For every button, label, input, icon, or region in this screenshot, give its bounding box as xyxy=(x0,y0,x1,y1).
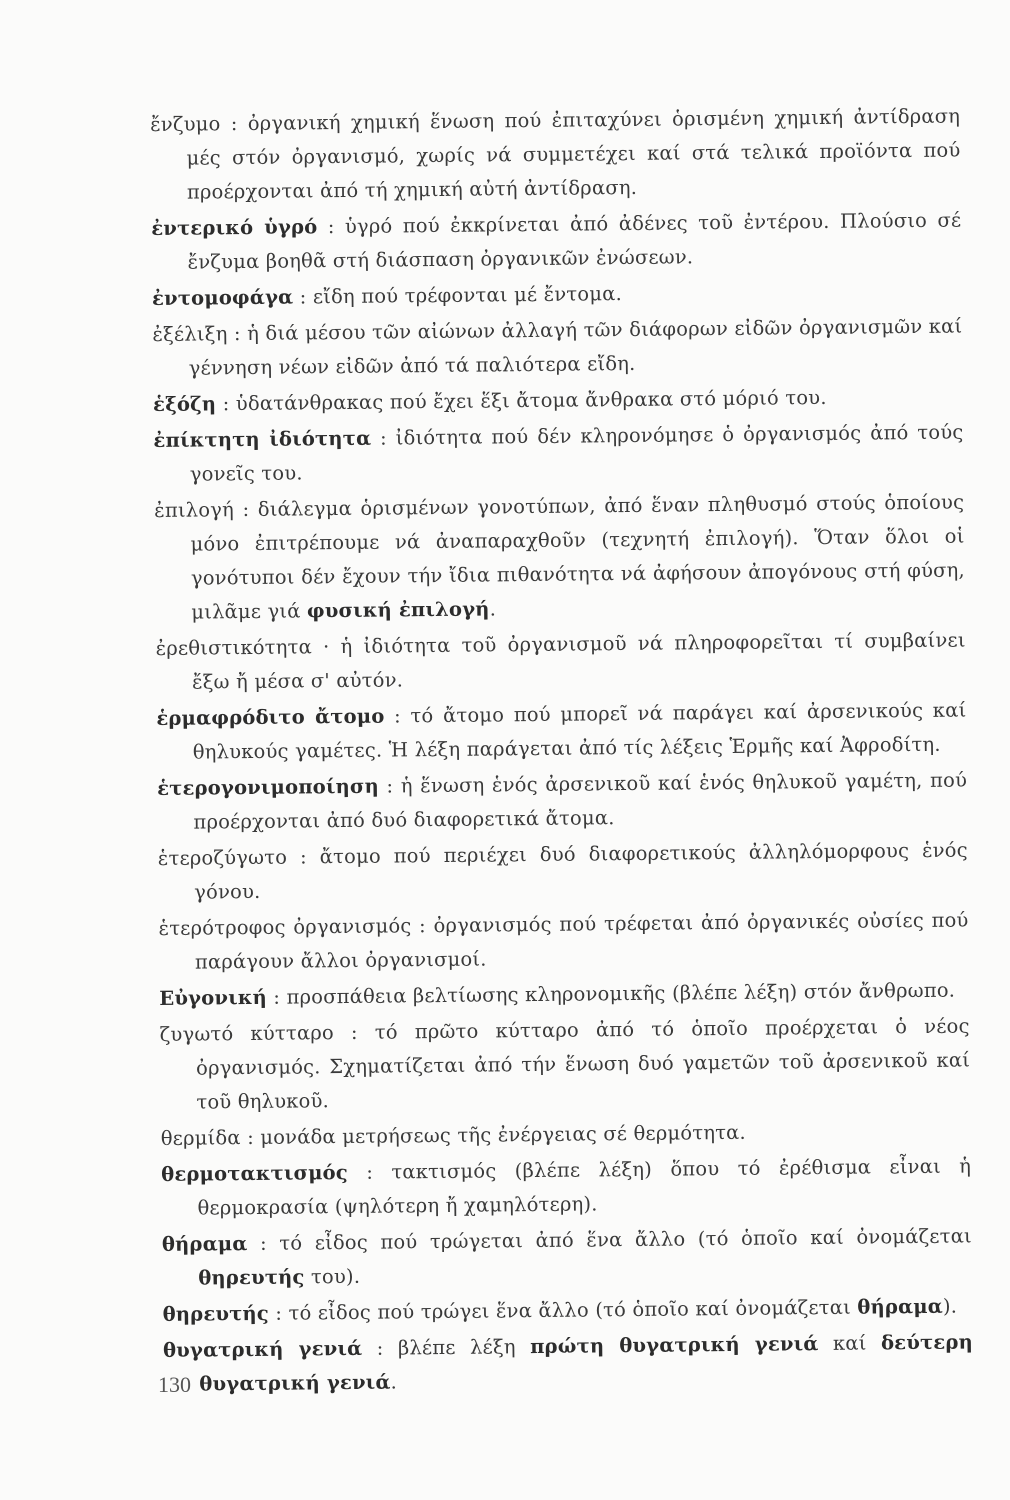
definition-text: . xyxy=(390,1370,398,1394)
glossary-entry xyxy=(158,903,969,979)
glossary-entry xyxy=(152,274,962,316)
glossary-term: θηρευτής xyxy=(162,1301,270,1326)
term-separator: · xyxy=(311,635,341,659)
glossary-entry xyxy=(157,763,968,839)
glossary-term: ἑξόζη xyxy=(152,392,217,416)
glossary-entry xyxy=(161,1113,971,1155)
glossary-entry xyxy=(152,310,963,386)
glossary-term: ἐντερικό ὑγρό xyxy=(151,215,318,240)
definition-text: βλέπε λέξη xyxy=(397,1335,531,1360)
glossary-entry xyxy=(154,485,965,629)
term-separator: : xyxy=(266,985,287,1009)
glossary-term: ἑρμαφρόδιτο ἄτομο xyxy=(156,704,385,730)
emphasized-term: φυσική ἐπιλογή xyxy=(306,597,490,623)
definition-text: ὀργανική χημική ἕνωση πού ἐπιταχύνει ὁρισμένη χημική ἀντίδραση μές στόν ὀργανισμό, χωρίς νά συμμετέχει καί στά τελικά προϊόντα πού προέρχονται ἀπό τή χημική αὐτή ἀντίδραση. xyxy=(186,104,961,204)
glossary-entry xyxy=(159,973,969,1015)
glossary-term: ἑτερογονιμοποίηση xyxy=(157,774,380,800)
glossary-term: ἐπίκτητη ἰδιότητα xyxy=(153,426,372,452)
definition-text: ὑγρό πού ἐκκρίνεται ἀπό ἀδένες τοῦ ἐντέρου. Πλούσιο σέ ἔνζυμα βοηθᾶ στή διάσπαση ὀργανικῶν ἐνώσεων. xyxy=(187,208,962,274)
glossary-entry xyxy=(151,204,962,280)
definition-text: ). xyxy=(942,1294,958,1318)
glossary-term: θερμίδα xyxy=(160,1126,241,1150)
term-separator: : xyxy=(347,1160,392,1184)
term-separator: : xyxy=(317,214,346,239)
definition-text: του). xyxy=(304,1264,361,1289)
term-separator: : xyxy=(362,1336,399,1360)
definition-text: ἡ ἕνωση ἑνός ἀρσενικοῦ καί ἑνός θηλυκοῦ γαμέτη, πού προέρχονται ἀπό δυό διαφορετικά ἄτομα. xyxy=(193,768,968,834)
glossary-term: θερμοτακτισμός xyxy=(161,1160,349,1186)
term-separator: : xyxy=(240,1125,261,1150)
glossary-term: θυγατρική γενιά xyxy=(162,1336,363,1362)
term-separator: : xyxy=(411,914,434,938)
term-separator: : xyxy=(371,426,396,450)
definition-text: μονάδα μετρήσεως τῆς ἐνέργειας σέ θερμότητα. xyxy=(260,1120,747,1149)
term-separator: : xyxy=(286,845,320,869)
term-separator: : xyxy=(247,1231,280,1256)
glossary-entry xyxy=(150,100,961,210)
glossary-term: θήραμα xyxy=(161,1232,248,1256)
definition-text: ἰδιότητα πού δέν κληρονόμησε ὁ ὀργανισμός ἀπό τούς γονεῖς του. xyxy=(189,420,964,486)
glossary-term: ἐντομοφάγα xyxy=(151,285,294,310)
term-separator: : xyxy=(333,1020,375,1045)
definition-text: . xyxy=(489,597,497,621)
glossary-term: ἐπιλογή xyxy=(154,498,235,522)
definition-text: ἡ διά μέσου τῶν αἰώνων ἀλλαγή τῶν διάφορων εἰδῶν ὀργανισμῶν καί γέννηση νέων εἰδῶν ἀπό τά παλιότερα εἴδη. xyxy=(188,314,963,380)
emphasized-term: θήραμα xyxy=(857,1294,944,1319)
definition-text: τό εἶδος πού τρώγεται ἀπό ἕνα ἄλλο (τό ὁποῖο καί ὀνομάζεται xyxy=(279,1224,972,1255)
definition-text: προσπάθεια βελτίωσης κληρονομικῆς (βλέπε λέξη) στόν ἄνθρωπο. xyxy=(286,978,956,1009)
definition-text: τό εἶδος πού τρώγει ἕνα ἄλλο (τό ὁποῖο καί ὀνομάζεται xyxy=(288,1295,858,1325)
definition-text: τό ἄτομο πού μπορεῖ νά παράγει καί ἀρσενικούς καί θηλυκούς γαμέτες. Ἡ λέξη παράγεται ἀπό τίς λέξεις Ἑρμῆς καί Ἀφροδίτη. xyxy=(192,698,967,764)
definition-text: τακτισμός (βλέπε λέξη) ὅπου τό ἐρέθισμα εἶναι ἡ θερμοκρασία (ψηλότερη ἤ χαμηλότερη). xyxy=(197,1154,972,1220)
term-separator: : xyxy=(220,111,248,136)
emphasized-term: πρώτη θυγατρική γενιά xyxy=(530,1332,819,1359)
glossary-entry xyxy=(153,380,963,422)
emphasized-term: δεύτερη θυγατρική γενιά xyxy=(199,1330,974,1396)
definition-text: ὑδατάνθρακας πού ἔχει ἕξι ἄτομα ἄνθρακα στό μόριό του. xyxy=(235,385,827,416)
glossary-term: ἐρεθιστικότητα xyxy=(155,635,313,660)
page-number: 130 xyxy=(158,1372,191,1397)
definition-text: διάλεγμα ὁρισμένων γονοτύπων, ἀπό ἕναν πληθυσμό στούς ὁποίους μόνο ἐπιτρέπουμε νά ἀναπαραχθοῦν (τεχνητή ἐπιλογή). Ὅταν ὅλοι οἱ γονότυποι δέν ἔχουν τήν ἴδια πιθανότητα νά ἀφήσουν ἀπογόνους στή φύση, μιλᾶμε γιά xyxy=(190,490,966,624)
definition-text: εἴδη πού τρέφονται μέ ἔντομα. xyxy=(312,282,623,309)
glossary-entry xyxy=(161,1149,972,1225)
glossary-entry xyxy=(160,1009,971,1119)
glossary-term: ἔνζυμο xyxy=(150,112,221,136)
glossary-term: ζυγωτό κύτταρο xyxy=(159,1021,334,1046)
term-separator: : xyxy=(378,774,401,798)
glossary-entry xyxy=(163,1325,974,1401)
definition-text: ἄτομο πού περιέχει δυό διαφορετικούς ἀλληλόμορφους ἑνός γόνου. xyxy=(194,838,968,904)
term-separator: : xyxy=(233,497,258,522)
definition-text: τό πρῶτο κύτταρο ἀπό τό ὁποῖο προέρχεται ὁ νέος ὀργανισμός. Σχηματίζεται ἀπό τήν ἕνωση δυό γαμετῶν τοῦ ἀρσενικοῦ καί τοῦ θηλυκοῦ. xyxy=(195,1014,971,1114)
term-separator: : xyxy=(227,321,248,346)
glossary-entry xyxy=(156,693,967,769)
term-separator: : xyxy=(216,392,236,416)
glossary-entry xyxy=(158,833,969,909)
glossary-term: Εὐγονική xyxy=(159,985,268,1010)
glossary-term: ἑτερότροφος ὀργανισμός xyxy=(158,914,412,940)
definition-text: ἡ ἰδιότητα τοῦ ὀργανισμοῦ νά πληροφορεῖται τί συμβαίνει ἔξω ἤ μέσα σ' αὐτόν. xyxy=(191,628,966,694)
definition-text: καί xyxy=(818,1331,882,1356)
glossary-entry xyxy=(153,416,964,492)
glossary-entry xyxy=(162,1219,973,1295)
definition-text: ὀργανισμός πού τρέφεται ἀπό ὀργανικές οὐσίες πού παράγουν ἄλλοι ὀργανισμοί. xyxy=(194,908,969,974)
term-separator: : xyxy=(293,285,314,309)
glossary-term: ἑτεροζύγωτο xyxy=(157,845,288,870)
term-separator: : xyxy=(384,704,411,728)
glossary-entry xyxy=(155,623,966,699)
glossary-list xyxy=(150,100,974,1404)
glossary-entry xyxy=(162,1289,972,1331)
term-separator: : xyxy=(268,1301,289,1325)
glossary-term: ἐξέλιξη xyxy=(152,322,228,346)
emphasized-term: θηρευτής xyxy=(198,1265,305,1290)
